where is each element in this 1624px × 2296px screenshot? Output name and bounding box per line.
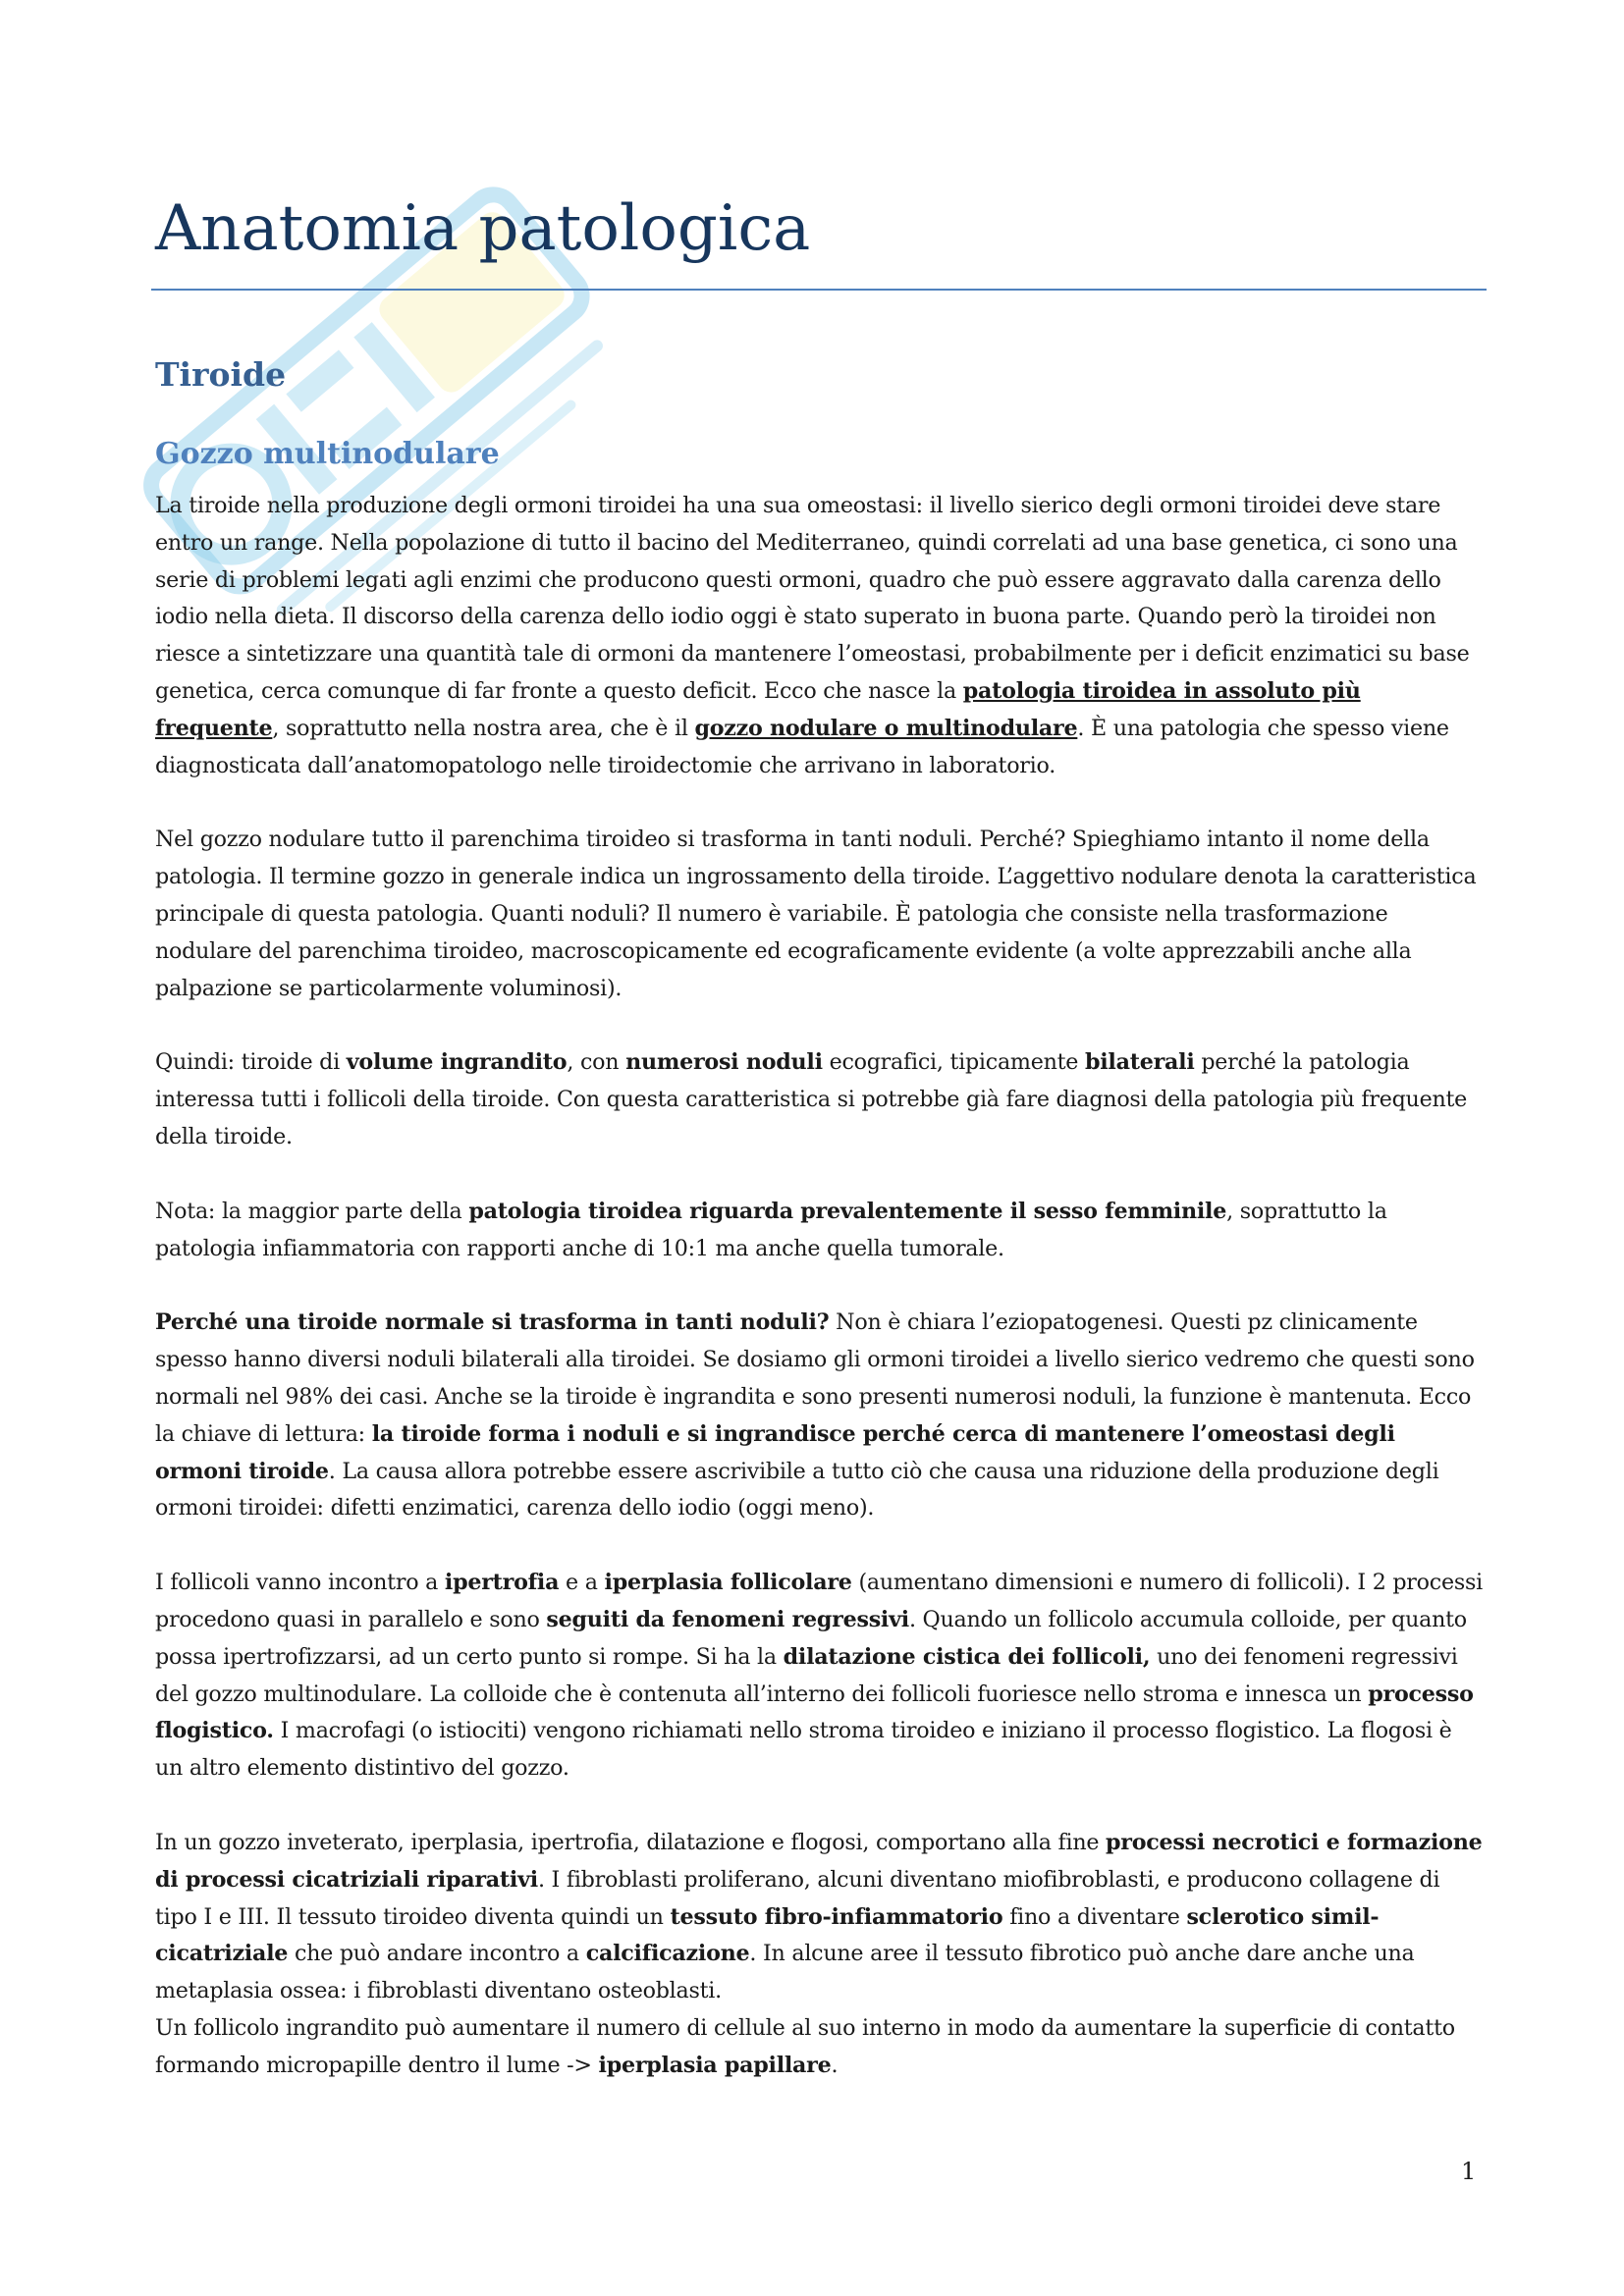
document-title: Anatomia patologica	[155, 192, 811, 265]
emphasis-bold: bilaterali	[1084, 1049, 1195, 1076]
text-span: che può andare incontro a	[288, 1941, 586, 1967]
paragraph-definition	[155, 822, 1483, 1007]
text-span: . I fibroblasti proliferano, alcuni diventano miofibroblasti, e producono collagene di tipo I e III. Il tessuto tiroideo diventa quindi un	[155, 1866, 1440, 1930]
emphasis-underlined: gozzo nodulare o multinodulare	[694, 715, 1078, 741]
paragraph-papillary	[155, 2010, 1483, 2085]
text-span: La tiroide nella produzione degli ormoni tiroidei ha una sua omeostasi: il livello sierico degli ormoni tiroidei deve stare entro un range. Nella popolazione di tutto il bacino del Mediterraneo, quindi correlati ad una base genetica, ci sono una serie di problemi legati agli enzimi che producono questi ormoni, quadro che può essere aggravato dalla carenza dello iodio nella dieta. Il discorso della carenza dello iodio oggi è stato superato in buona parte. Quando però la tiroidei non riesce a sintetizzare una quantità tale di ormoni da mantenere l’omeostasi, probabilmente per i deficit enzimatici su base genetica, cerca comunque di far fronte a questo deficit. Ecco che nasce la	[155, 493, 1470, 704]
text-span: . Quando un follicolo accumula colloide, per quanto possa ipertrofizzarsi, ad un certo punto si rompe. Si ha la	[155, 1606, 1467, 1670]
emphasis-bold: la tiroide forma i noduli e si ingrandisce perché cerca di mantenere l’omeostasi degli ormoni tiroide	[155, 1420, 1395, 1484]
emphasis-bold: patologia tiroidea riguarda prevalentemente il sesso femminile	[468, 1198, 1227, 1224]
subsection-heading: Gozzo multinodulare	[155, 437, 500, 471]
text-span: Nota: la maggior parte della	[155, 1198, 469, 1224]
text-span: Non è chiara l’eziopatogenesi. Questi pz clinicamente spesso hanno diversi noduli bilaterali alla tiroidei. Se dosiamo gli ormoni tiroidei a livello sierico vedremo che questi sono normali nel 98% dei casi. Anche se la tiroide è ingrandita e sono presenti numerosi noduli, la funzione è mantenuta. Ecco la chiave di lettura:	[155, 1309, 1475, 1447]
emphasis-bold: calcificazione	[585, 1941, 750, 1967]
text-span: perché la patologia interessa tutti i follicoli della tiroide. Con questa caratteristica si potrebbe già fare diagnosi della patologia più frequente della tiroide.	[155, 1049, 1468, 1149]
emphasis-bold: seguiti da fenomeni regressivi	[546, 1606, 909, 1632]
paragraph-etiopathogenesis	[155, 1305, 1483, 1527]
text-span: .	[831, 2052, 839, 2078]
text-span: I follicoli vanno incontro a	[155, 1570, 445, 1596]
emphasis-bold: sclerotico simil-cicatriziale	[155, 1903, 1380, 1967]
emphasis-bold: dilatazione cistica dei follicoli,	[783, 1643, 1151, 1670]
text-span: . In alcune aree il tessuto fibrotico può anche dare anche una metaplasia ossea: i fibroblasti diventano osteoblasti.	[155, 1941, 1415, 2004]
emphasis-bold: tessuto fibro-infiammatorio	[670, 1903, 1003, 1930]
text-span: Nel gozzo nodulare tutto il parenchima tiroideo si trasforma in tanti noduli. Perché? Spieghiamo intanto il nome della patologia. Il termine gozzo in generale indica un ingrossamento della tiroide. L’aggettivo nodulare denota la caratteristica principale di questa patologia. Quanti noduli? Il numero è variabile. È patologia che consiste nella trasformazione nodulare del parenchima tiroideo, macroscopicamente ed ecograficamente evidente (a volte apprezzabili anche alla palpazione se particolarmente voluminosi).	[155, 827, 1477, 1001]
text-span: , soprattutto la patologia infiammatoria con rapporti anche di 10:1 ma anche quella tumorale.	[155, 1198, 1387, 1261]
emphasis-bold: processo flogistico.	[155, 1681, 1474, 1744]
text-span: ecografici, tipicamente	[822, 1049, 1085, 1076]
text-span: . È una patologia che spesso viene diagnosticata dall’anatomopatologo nelle tiroidectomie che arrivano in laboratorio.	[155, 715, 1449, 778]
page-number: 1	[1461, 2158, 1477, 2185]
title-underline	[151, 289, 1487, 291]
section-heading: Tiroide	[155, 355, 287, 394]
emphasis-bold: iperplasia follicolare	[604, 1570, 852, 1596]
text-span: , con	[567, 1049, 626, 1076]
emphasis-bold: numerosi noduli	[625, 1049, 823, 1076]
text-span: e a	[559, 1570, 605, 1596]
text-span: . La causa allora potrebbe essere ascrivibile a tutto ciò che causa una riduzione della produzione degli ormoni tiroidei: difetti enzimatici, carenza dello iodio (oggi meno).	[155, 1458, 1439, 1522]
emphasis-bold: iperplasia papillare	[598, 2052, 832, 2078]
emphasis-bold: ipertrofia	[444, 1570, 560, 1596]
paragraph-note	[155, 1194, 1483, 1268]
paragraph-fibrosis	[155, 1825, 1483, 2010]
text-span: fino a diventare	[1002, 1903, 1187, 1930]
text-span: uno dei fenomeni regressivi del gozzo multinodulare. La colloide che è contenuta all’interno dei follicoli fuoriesce nello stroma e innesca un	[155, 1643, 1458, 1707]
emphasis-underlined: patologia tiroidea in assoluto più frequente	[155, 677, 1361, 741]
text-span: , soprattutto nella nostra area, che è il	[272, 715, 695, 741]
paragraph-summary	[155, 1044, 1483, 1155]
paragraph-intro	[155, 488, 1483, 784]
emphasis-bold: volume ingrandito	[346, 1049, 568, 1076]
emphasis-bold: Perché una tiroide normale si trasforma in tanti noduli?	[155, 1309, 830, 1336]
text-span: In un gozzo inveterato, iperplasia, ipertrofia, dilatazione e flogosi, comportano alla fine	[155, 1829, 1107, 1855]
paragraph-follicles	[155, 1565, 1483, 1788]
emphasis-bold: processi necrotici e formazione di processi cicatriziali riparativi	[155, 1829, 1483, 1893]
text-span: Quindi: tiroide di	[155, 1049, 347, 1076]
text-span: Un follicolo ingrandito può aumentare il numero di cellule al suo interno in modo da aumentare la superficie di contatto formando micropapille dentro il lume ->	[155, 2014, 1455, 2078]
text-span: (aumentano dimensioni e numero di follicoli). I 2 processi procedono quasi in parallelo e sono	[155, 1570, 1483, 1632]
text-span: I macrofagi (o istiociti) vengono richiamati nello stroma tiroideo e iniziano il processo flogistico. La flogosi è un altro elemento distintivo del gozzo.	[155, 1718, 1452, 1782]
body-text	[155, 488, 1483, 2084]
